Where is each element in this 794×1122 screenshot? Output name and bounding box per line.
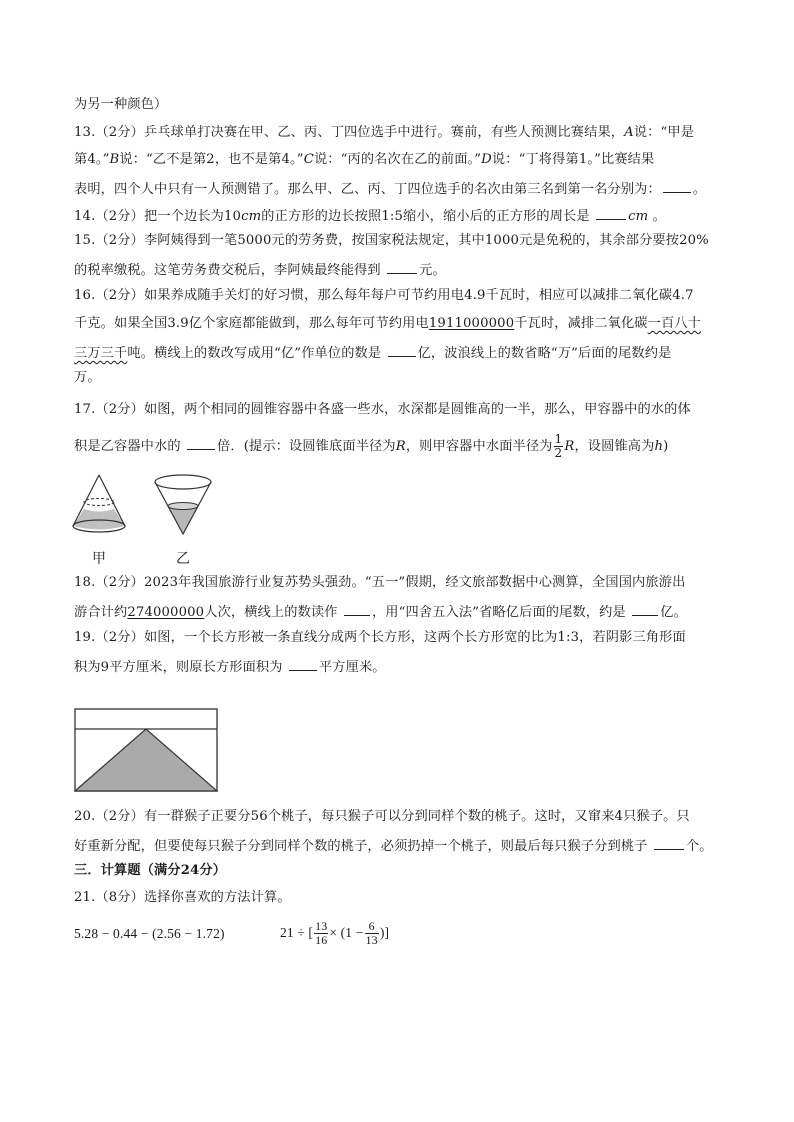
label-jia: 甲 — [92, 551, 106, 567]
q15-line1: 15.（2分）李阿姨得到一笔5000元的劳务费，按国家税法规定，其中1000元是免税的，其余部分要按20% — [74, 233, 709, 248]
q17-line1: 17.（2分）如图，两个相同的圆锥容器中各盛一些水，水深都是圆锥高的一半，那么，甲容器中的水的体 — [74, 402, 691, 417]
answer-blank[interactable] — [663, 178, 691, 193]
q16-line3: 三万三千吨。横线上的数改写成用“亿”作单位的数是 亿，波浪线上的数省略“万”后面的尾数约是 — [74, 342, 671, 363]
q16-line2: 千克。如果全国3.9亿个家庭都能做到，那么每年可节约用电1911000000千瓦时，减排二氧化碳一百八十 — [74, 316, 701, 331]
section-heading: 三．计算题（满分24分） — [74, 863, 227, 878]
q16-line1: 16.（2分）如果养成随手关灯的好习惯，那么每年每户可节约用电4.9千瓦时，相应可以减排二氧化碳4.7 — [74, 288, 694, 303]
q20-line1: 20.（2分）有一群猴子正要分56个桃子，每只猴子可以分到同样个数的桃子。这时，又窜来4只猴子。只 — [74, 809, 690, 824]
cone-jia-figure — [68, 472, 130, 542]
q14-line: 14.（2分）把一个边长为10cm的正方形的边长按照1:5缩小，缩小后的正方形的周长是 cm 。 — [74, 205, 666, 226]
answer-blank[interactable] — [344, 601, 370, 616]
q13-line1: 13.（2分）乒乓球单打决赛在甲、乙、丙、丁四位选手中进行。赛前，有些人预测比赛结果，A说：“甲是 — [74, 125, 695, 140]
continuation-text: 为另一种颜色） — [74, 97, 168, 112]
q18-line2: 游合计约274000000人次，横线上的数读作 ，用“四舍五入法”省略亿后面的尾数，约是 亿。 — [74, 601, 687, 622]
answer-blank[interactable] — [654, 835, 684, 850]
answer-blank[interactable] — [187, 435, 215, 450]
q15-line2: 的税率缴税。这笔劳务费交税后，李阿姨最终能得到 元。 — [74, 259, 446, 280]
q13-line3: 表明，四个人中只有一人预测错了。那么甲、乙、丙、丁四位选手的名次由第三名到第一名分别为： 。 — [74, 178, 706, 199]
answer-blank[interactable] — [387, 259, 417, 274]
q21-expression-2: 21 ÷ [ $\frac{13}{16}$ × (1 − $\frac{6}{13}$ )] — [280, 919, 390, 948]
q21-line1: 21.（8分）选择你喜欢的方法计算。 — [74, 890, 291, 905]
fraction-13-16: $\frac{13}{16}$ — [315, 919, 328, 948]
q19-line2: 积为9平方厘米，则原长方形面积为 平方厘米。 — [74, 656, 386, 677]
answer-blank[interactable] — [632, 601, 658, 616]
answer-blank[interactable] — [388, 342, 416, 357]
q13-line2: 第4。”B说：“乙不是第2，也不是第4。”C说：“丙的名次在乙的前面。”D说：“丁将得第1。”比赛结果 — [74, 152, 655, 167]
q20-line2: 好重新分配，但要使每只猴子分到同样个数的桃子，必须扔掉一个桃子，则最后每只猴子分到桃子 个。 — [74, 835, 713, 856]
q16-line4: 万。 — [74, 370, 101, 385]
answer-blank[interactable] — [289, 656, 317, 671]
fraction-one-half: $\frac{1}{2}$ — [554, 432, 563, 460]
q18-line1: 18.（2分）2023年我国旅游行业复苏势头强劲。“五一”假期，经文旅部数据中心测算，全国国内旅游出 — [74, 575, 686, 590]
q19-line1: 19.（2分）如图，一个长方形被一条直线分成两个长方形，这两个长方形宽的比为1:3，若阴影三角形面 — [74, 630, 686, 645]
q17-line2: 积是乙容器中水的 倍．(提示：设圆锥底面半径为R，则甲容器中水面半径为 $\frac{1}{2}$ R，设圆锥高为h) — [74, 432, 669, 460]
label-yi: 乙 — [176, 551, 190, 567]
cone-yi-figure — [152, 472, 214, 542]
rectangle-triangle-figure — [74, 708, 220, 794]
fraction-6-13: $\frac{6}{13}$ — [365, 919, 378, 948]
q21-expression-1: 5.28 − 0.44 − (2.56 − 1.72) — [74, 926, 225, 941]
answer-blank[interactable] — [596, 205, 626, 220]
